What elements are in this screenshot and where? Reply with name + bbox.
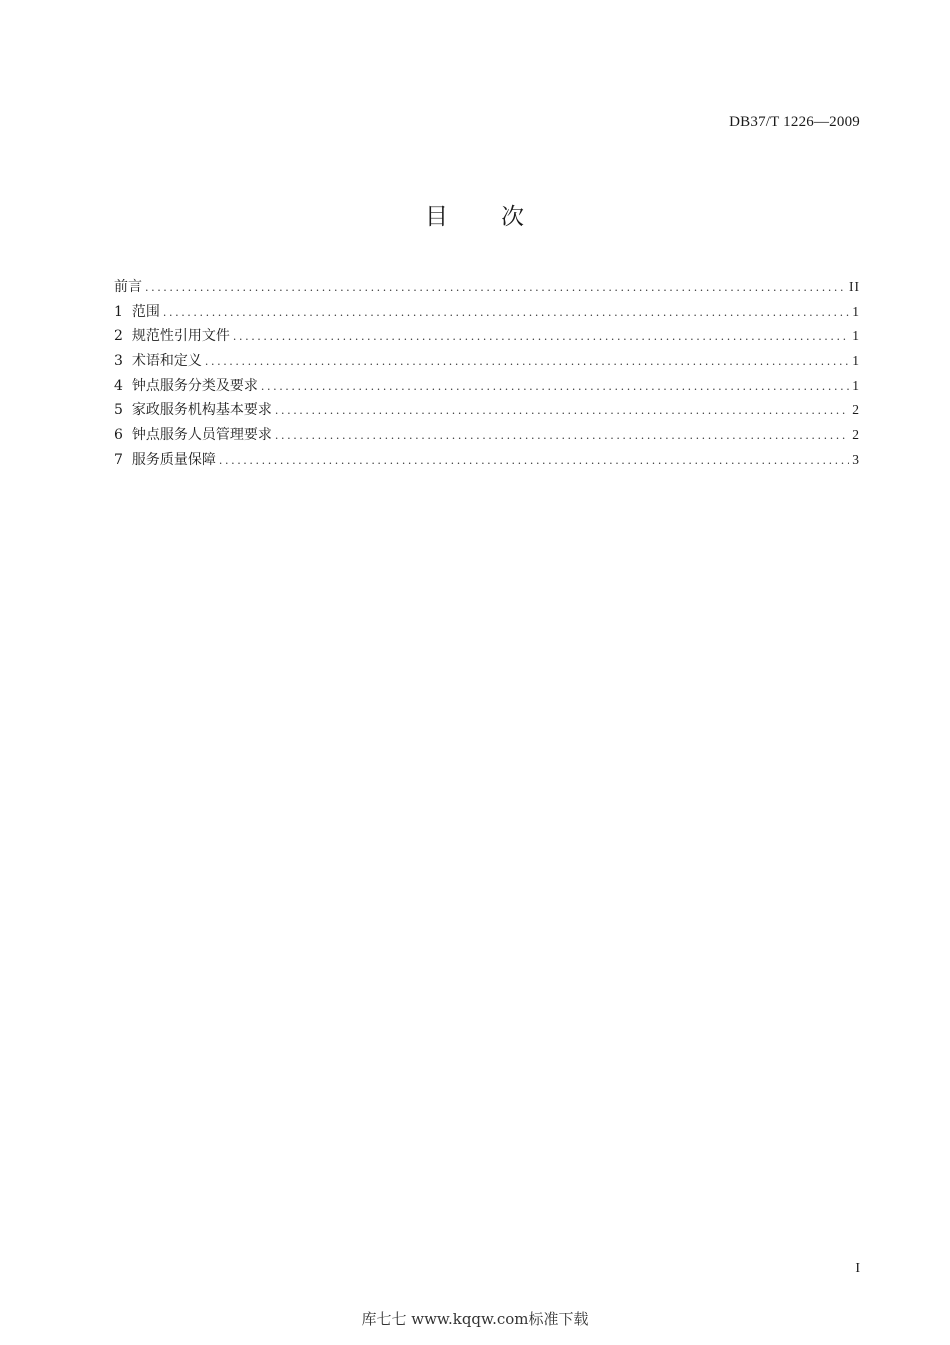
toc-entry-page: 1: [852, 328, 860, 344]
toc-entry-number: 4: [114, 377, 123, 394]
toc-leader-dots: [261, 380, 849, 393]
toc-entry-page: 2: [852, 402, 860, 418]
page-number: I: [855, 1261, 860, 1276]
toc-title: [0, 198, 950, 231]
toc-leader-dots: [205, 355, 849, 368]
toc-leader-dots: [219, 454, 849, 467]
toc-leader-dots: [233, 330, 849, 343]
toc-leader-dots: [145, 281, 846, 294]
toc-entry-number: 3: [114, 353, 123, 370]
toc-leader-dots: [275, 404, 849, 417]
toc-entry-label: 术语和定义: [131, 353, 202, 370]
toc-leader-dots: [275, 429, 849, 442]
toc-entry-page: 1: [852, 377, 860, 393]
toc-title-first-char: 目: [425, 204, 449, 230]
toc-entry-normative-references[interactable]: [114, 325, 860, 350]
toc-entry-number: 1: [114, 303, 123, 320]
toc-title-second-char: 次: [501, 204, 525, 230]
toc-entry-label: 钟点服务人员管理要求: [131, 427, 272, 444]
document-code: DB37/T 1226—2009: [729, 114, 860, 130]
toc-entry-quality-assurance[interactable]: [114, 449, 860, 474]
toc-entry-page: 1: [852, 303, 860, 319]
toc-entry-label: 范围: [131, 303, 160, 320]
toc-entry-number: 5: [114, 402, 123, 419]
toc-entry-foreword[interactable]: [114, 276, 860, 301]
toc-entry-label: 规范性引用文件: [131, 328, 230, 345]
toc-entry-label: 家政服务机构基本要求: [131, 402, 272, 419]
toc-entry-personnel-management[interactable]: [114, 424, 860, 449]
toc-entry-agency-requirements[interactable]: [114, 399, 860, 424]
table-of-contents: [114, 276, 860, 474]
toc-entry-label: 前言: [114, 279, 142, 295]
toc-entry-number: 7: [114, 451, 123, 468]
footer-watermark: 库七七 www.kqqw.com标准下载: [361, 1310, 589, 1328]
toc-entry-terms-definitions[interactable]: [114, 350, 860, 375]
toc-entry-service-classification[interactable]: [114, 375, 860, 400]
toc-entry-page: 2: [852, 427, 860, 443]
toc-entry-page: 3: [852, 451, 860, 467]
toc-entry-number: 2: [114, 328, 123, 345]
toc-entry-label: 服务质量保障: [131, 451, 216, 468]
toc-entry-page: 1: [852, 353, 860, 369]
toc-entry-scope[interactable]: [114, 301, 860, 326]
toc-entry-number: 6: [114, 427, 123, 444]
toc-entry-page: II: [849, 279, 860, 294]
toc-entry-label: 钟点服务分类及要求: [131, 377, 258, 394]
toc-leader-dots: [163, 306, 849, 319]
